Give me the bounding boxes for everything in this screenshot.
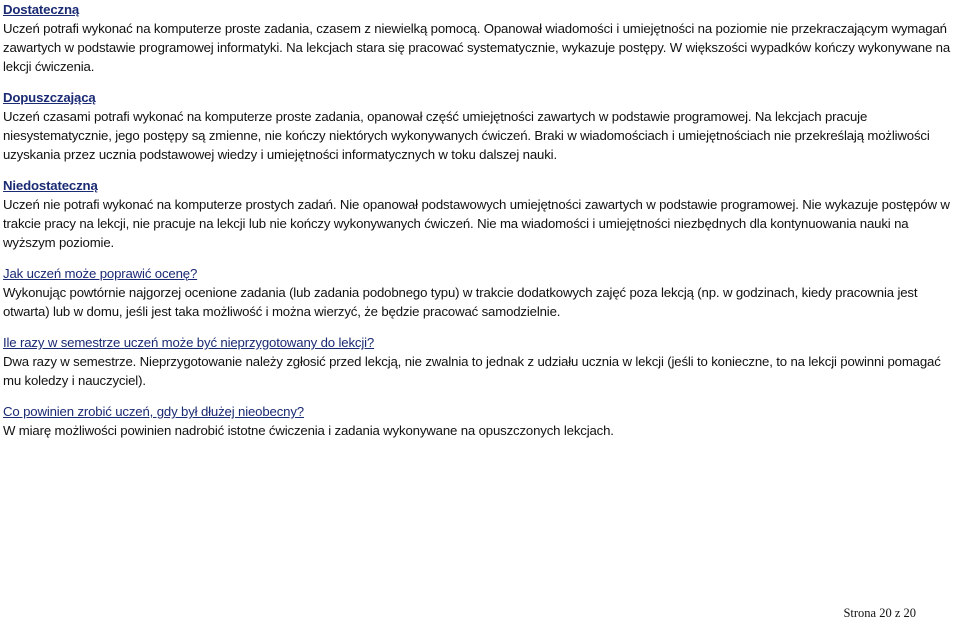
faq-answer: Wykonując powtórnie najgorzej ocenione zadania (lub zadania podobnego typu) w trakcie dodatkowych zajęć poza lekcją (np. w godzinach, kiedy pracownia jest otwarta) lub w domu, jeśli jest taka możliwość i można wierzyć, że będzie pracować samodzielnie.: [3, 285, 918, 319]
faq-question: Ile razy w semestrze uczeń może być nieprzygotowany do lekcji?: [3, 335, 375, 350]
faq-answer: Dwa razy w semestrze. Nieprzygotowanie należy zgłosić przed lekcją, nie zwalnia to jednak z udziału ucznia w lekcji (jeśli to konieczne, to na lekcji powinni pomagać mu koledzy i nauczyciel).: [3, 354, 941, 388]
faq-item-absence: [3, 402, 957, 440]
page-number: Strona 20 z 20: [843, 606, 916, 620]
grade-heading: Niedostateczną: [3, 178, 98, 193]
faq-item-unprepared: [3, 333, 957, 390]
faq-answer: W miarę możliwości powinien nadrobić istotne ćwiczenia i zadania wykonywane na opuszczonych lekcjach.: [3, 423, 614, 438]
faq-item-improve-grade: [3, 264, 957, 321]
grade-heading: Dostateczną: [3, 2, 80, 17]
faq-question: Jak uczeń może poprawić ocenę?: [3, 266, 198, 281]
grade-section-dopuszczajaca: [3, 88, 957, 164]
grade-description: Uczeń potrafi wykonać na komputerze proste zadania, czasem z niewielką pomocą. Opanował wiadomości i umiejętności na poziomie nie przekraczającym wymagań zawartych w podstawie programowej informatyki. Na lekcjach stara się pracować systematycznie, wykazuje postępy. W większości wypadków kończy wykonywane na lekcji ćwiczenia.: [3, 21, 951, 74]
faq-question: Co powinien zrobić uczeń, gdy był dłużej nieobecny?: [3, 404, 304, 419]
document-body: [3, 0, 957, 452]
grade-description: Uczeń nie potrafi wykonać na komputerze prostych zadań. Nie opanował podstawowych umiejętności zawartych w podstawie programowej. Nie wykazuje postępów w trakcie pracy na lekcji, nie pracuje na lekcji lub nie kończy wykonywanych ćwiczeń. Nie ma wiadomości i umiejętności niezbędnych dla kontynuowania nauki na wyższym poziomie.: [3, 197, 950, 250]
grade-description: Uczeń czasami potrafi wykonać na komputerze proste zadania, opanował część umiejętności zawartych w podstawie programowej. Na lekcjach pracuje niesystematycznie, jego postępy są zmienne, nie kończy niektórych wykonywanych ćwiczeń. Braki w wiadomościach i umiejętnościach nie przekreślają możliwości uzyskania przez ucznia podstawowej wiedzy i umiejętności informatycznych w toku dalszej nauki.: [3, 109, 930, 162]
grade-heading: Dopuszczającą: [3, 90, 96, 105]
grade-section-dostateczna: [3, 0, 957, 76]
grade-section-niedostateczna: [3, 176, 957, 252]
